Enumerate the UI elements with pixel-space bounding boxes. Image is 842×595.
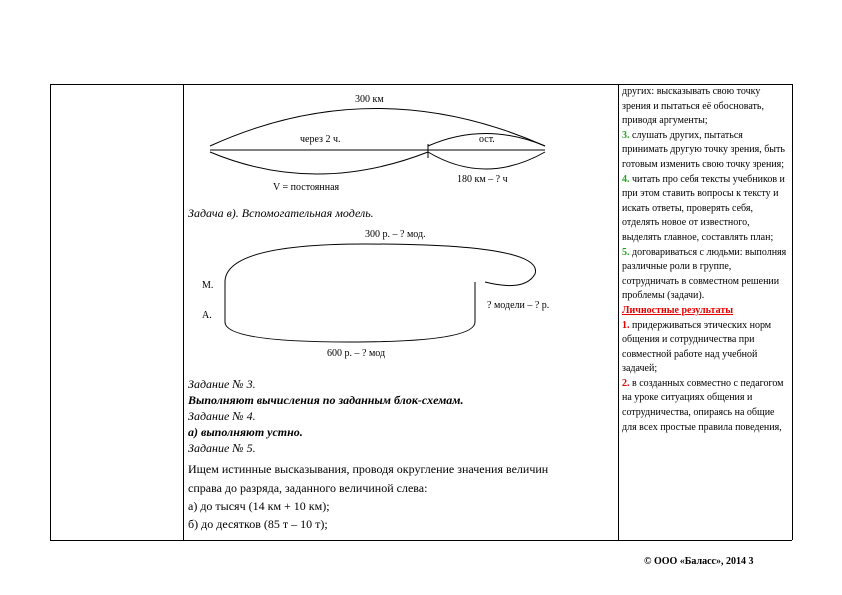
personal-item-2 [622,377,788,435]
task5-line1: Ищем истинные высказывания, проводя округление значения величин [188,462,549,476]
right-part-label: ост. [479,134,495,145]
table-bottom-border [50,540,792,541]
personal-2-number: 2. [622,377,630,389]
right-item-4 [622,173,788,246]
total-distance-label: 300 км [355,94,384,105]
table-col-divider-2 [618,84,619,540]
task3-text: Выполняют вычисления по заданным блок-схемам. [188,393,464,407]
auxiliary-model-diagram [185,222,605,372]
models-right-note: ? модели – ? р. [487,300,550,311]
personal-1-text: придерживаться этических норм общения и сотрудничества при совместной работе над учебной задачей; [622,319,772,375]
item-4-text: читать про себя тексты учебников и при этом ставить вопросы к тексту и искать ответы, проверять себя, отделять новое от известного, выделять главное, составлять план; [622,173,785,243]
page-footer: © ООО «Баласс», 2014 3 [644,556,754,567]
personal-2-text: в созданных совместно с педагогом на уроке ситуациях общения и сотрудничества, опираясь на общие для всех простые правила поведения, [622,377,784,433]
bottom-model-label: 600 р. – ? мод [327,348,386,359]
task5-line2: справа до разряда, заданного величиной слева: [188,481,428,495]
task5-heading: Задание № 5. [188,441,256,455]
task4-text: а) выполняют устно. [188,425,303,439]
top-model-label: 300 р. – ? мод. [365,229,426,240]
row-m-label: М. [202,280,214,291]
table-right-border [792,84,793,540]
personal-results-heading: Личностные результаты [622,304,734,316]
item-3-number: 3. [622,129,630,141]
personal-1-number: 1. [622,319,630,331]
distance-diagram [185,86,605,196]
task4-heading: Задание № 4. [188,409,256,423]
item-3-text: слушать других, пытаться принимать другую точку зрения, быть готовым изменить свою точку зрения; [622,129,785,170]
right-item-5 [622,246,788,304]
task-b-heading: Задача в). Вспомогательная модель. [188,206,374,220]
item-4-number: 4. [622,173,630,185]
right-item-3 [622,129,788,173]
item-5-text: договариваться с людьми: выполняя различные роли в группе, сотрудничать в совместном решении проблемы (задачи). [622,246,787,302]
row-a-label: А. [202,310,212,321]
constant-speed-label: V = постоянная [273,182,340,193]
table-left-border [50,84,51,540]
item-5-number: 5. [622,246,630,258]
remaining-distance-label: 180 км – ? ч [457,174,508,185]
task3-heading: Задание № 3. [188,377,256,391]
right-intro: других: высказывать свою точку зрения и пытаться её обосновать, приводя аргументы; [622,86,764,127]
table-col-divider-1 [183,84,184,540]
left-part-label: через 2 ч. [300,134,341,145]
task5-item-a: а) до тысяч (14 км + 10 км); [188,499,330,513]
task5-item-b: б) до десятков (85 т – 10 т); [188,517,328,531]
personal-item-1 [622,319,788,377]
results-column [622,85,788,435]
